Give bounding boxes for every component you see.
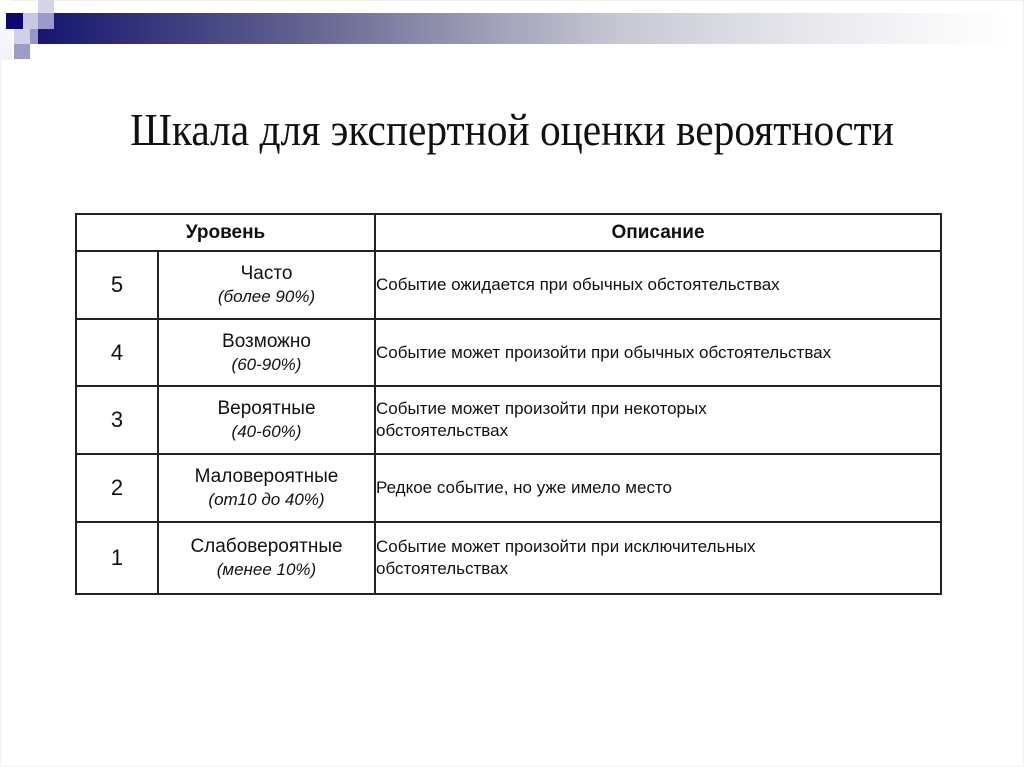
level-cell [158,522,375,594]
probability-scale-table [75,213,942,595]
description-cell [375,251,941,319]
deco-square [0,0,12,60]
header-level: Уровень [76,214,375,251]
deco-square-navy [6,13,23,29]
level-name: Возможно [222,330,311,352]
level-number: 5 [76,251,158,319]
deco-square [38,13,54,29]
deco-square [38,0,54,13]
header-description: Описание [375,214,941,251]
table-row [76,251,941,319]
level-range: (менее 10%) [216,560,317,579]
table-row [76,454,941,522]
level-range: (40-60%) [231,422,302,441]
description-text: Событие ожидается при обычных обстоятельствах [376,275,780,294]
description-text: Событие может произойти при исключительных обстоятельствах [376,537,756,578]
description-text: Редкое событие, но уже имело место [376,478,672,497]
description-cell [375,454,941,522]
level-number: 2 [76,454,158,522]
table-row [76,522,941,594]
table-row [76,386,941,454]
slide-title: Шкала для экспертной оценки вероятности [130,105,894,155]
description-cell [375,386,941,454]
description-text: Событие может произойти при обычных обстоятельствах [376,342,832,362]
level-cell [158,386,375,454]
table-row [76,319,941,386]
level-cell [158,251,375,319]
description-cell [375,522,941,594]
deco-square [30,29,38,44]
table-header-row [76,214,941,251]
level-name: Вероятные [217,398,316,419]
level-name: Маловероятные [194,466,339,487]
level-cell [158,454,375,522]
description-text: Событие может произойти при некоторых обстоятельствах [376,399,707,440]
level-range: (от10 до 40%) [208,490,325,509]
level-name: Часто [240,263,293,284]
deco-square [14,44,30,59]
description-cell [375,319,941,386]
level-cell [158,319,375,386]
level-number: 1 [76,522,158,594]
level-range: (более 90%) [217,287,316,306]
deco-square [14,29,30,44]
gradient-bar [30,13,1015,44]
deco-square [22,13,38,29]
level-range: (60-90%) [231,354,302,374]
level-number: 4 [76,319,158,386]
level-number: 3 [76,386,158,454]
level-name: Слабовероятные [190,536,343,557]
